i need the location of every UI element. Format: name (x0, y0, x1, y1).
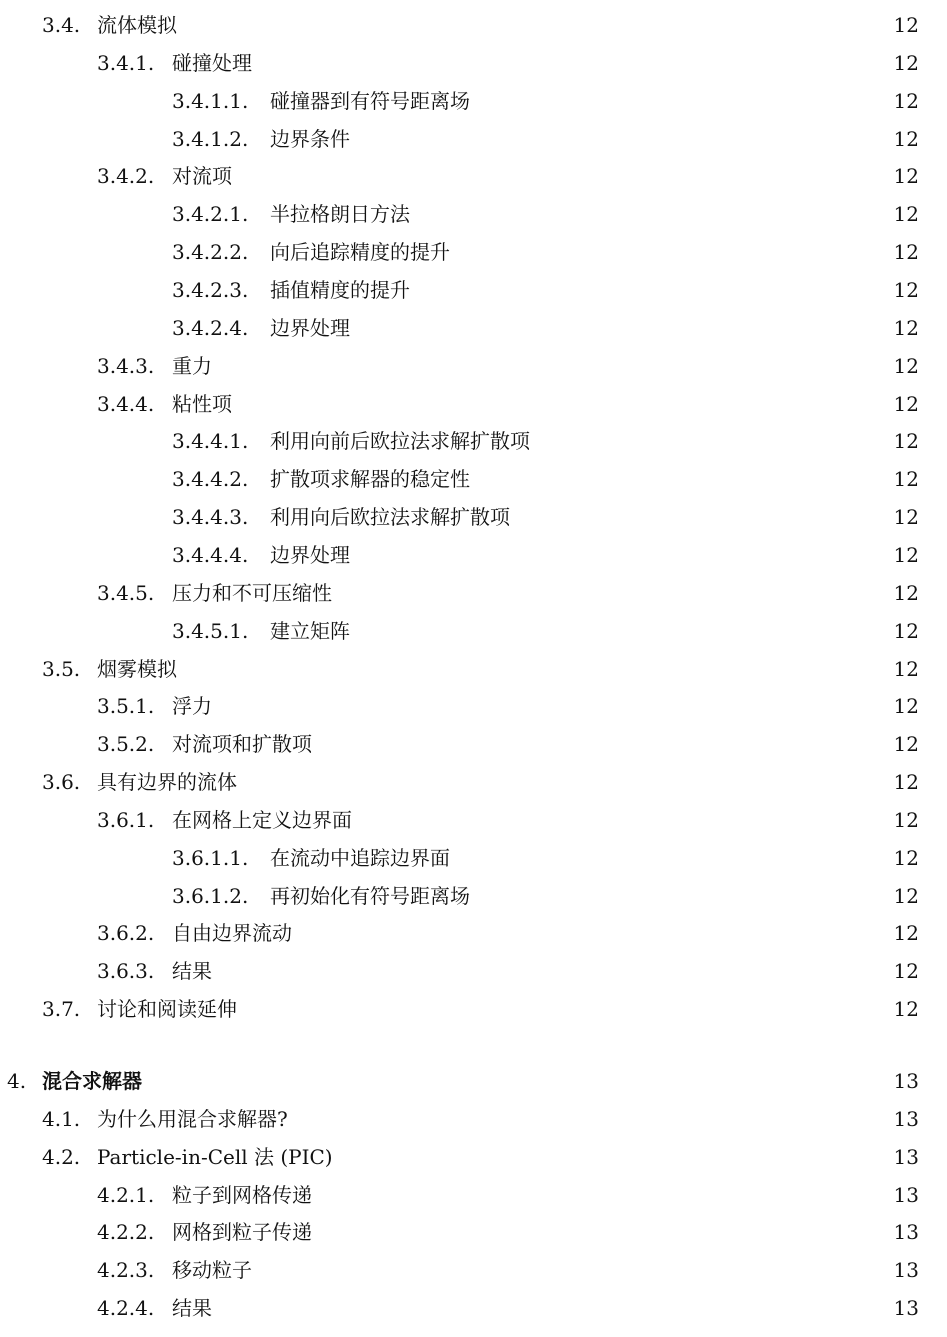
toc-entry-title[interactable]: 流体模拟 (97, 13, 177, 37)
dot-leader (476, 461, 845, 497)
toc-page-number[interactable]: 13 (893, 1258, 919, 1283)
toc-page-number[interactable]: 12 (893, 656, 919, 681)
toc-page-number[interactable]: 12 (893, 732, 919, 757)
toc-entry-title[interactable]: 浮力 (172, 694, 212, 719)
toc-page-number[interactable]: 13 (893, 1220, 919, 1245)
toc-entry-number: 3.4.1.1. (172, 88, 249, 113)
toc-entry-number: 3.4.4. (97, 391, 155, 416)
dot-leader (358, 802, 845, 838)
toc-entry-title[interactable]: 再初始化有符号距离场 (270, 883, 470, 908)
toc-page-number[interactable]: 12 (893, 618, 919, 643)
toc-entry[interactable] (0, 1214, 947, 1250)
dot-leader (318, 1214, 845, 1250)
dot-leader (183, 7, 845, 43)
toc-entry-line (172, 688, 855, 724)
toc-entry-number: 3.4.2.1. (172, 202, 249, 227)
toc-entry[interactable] (0, 1101, 947, 1137)
toc-entry-line (172, 158, 855, 194)
dot-leader (218, 1290, 845, 1326)
toc-entry-number: 3.4.5. (97, 580, 155, 605)
toc-entry-number: 3.6.2. (97, 921, 155, 946)
toc-entry-number: 3.6.1.1. (172, 845, 249, 870)
toc-page-number[interactable]: 13 (893, 1296, 919, 1320)
toc-entry-title[interactable]: 在网格上定义边界面 (172, 807, 352, 832)
dot-leader (183, 651, 845, 687)
toc-entry[interactable] (0, 1252, 947, 1288)
toc-entry-line (270, 537, 855, 573)
toc-entry[interactable] (0, 1177, 947, 1213)
toc-entry-title[interactable]: 压力和不可压缩性 (172, 580, 332, 605)
toc-page-number[interactable]: 12 (893, 959, 919, 984)
toc-entry-title[interactable]: 粒子到网格传递 (172, 1182, 312, 1207)
toc-entry-number: 4.2. (42, 1144, 81, 1169)
toc-entry-title[interactable]: 半拉格朗日方法 (270, 202, 410, 227)
toc-entry[interactable] (0, 83, 947, 119)
toc-entry-line (270, 121, 855, 157)
toc-entry[interactable] (0, 688, 947, 724)
toc-entry[interactable] (0, 499, 947, 535)
toc-page-number[interactable]: 12 (893, 13, 919, 37)
dot-leader (456, 234, 845, 270)
toc-entry[interactable] (0, 953, 947, 989)
dot-leader (416, 272, 845, 308)
toc-entry-title[interactable]: 插值精度的提升 (270, 277, 410, 302)
toc-entry-line (172, 802, 855, 838)
dot-leader (243, 991, 845, 1027)
toc-entry[interactable] (0, 764, 947, 800)
toc-entry-title[interactable]: 边界处理 (270, 542, 350, 567)
toc-entry[interactable] (0, 726, 947, 762)
toc-page-number[interactable]: 12 (893, 126, 919, 151)
toc-entry-number: 3.6.1.2. (172, 883, 249, 908)
toc-entry-line (270, 499, 855, 535)
toc-entry-title[interactable]: 混合求解器 (42, 1069, 142, 1093)
toc-page-number[interactable]: 12 (893, 467, 919, 492)
toc-page-number[interactable]: 12 (893, 770, 919, 794)
dot-leader (536, 423, 845, 459)
dot-leader (218, 953, 845, 989)
toc-page-number[interactable]: 12 (893, 845, 919, 870)
toc-page-number[interactable]: 12 (893, 164, 919, 189)
toc-entry-number: 3.4.2. (97, 164, 155, 189)
toc-entry-number: 3.5.2. (97, 732, 155, 757)
dot-leader (298, 915, 845, 951)
toc-entry[interactable] (0, 234, 947, 270)
toc-entry-number: 3.6.3. (97, 959, 155, 984)
toc-page-number[interactable]: 13 (893, 1144, 919, 1169)
toc-entry-number: 4.2.1. (97, 1182, 155, 1207)
toc-entry[interactable] (0, 196, 947, 232)
toc-page-number[interactable]: 12 (893, 921, 919, 946)
toc-entry-title[interactable]: 利用向前后欧拉法求解扩散项 (270, 429, 530, 454)
toc-entry-line (172, 915, 855, 951)
toc-entry-title[interactable]: 建立矩阵 (270, 618, 350, 643)
toc-entry-title[interactable]: 烟雾模拟 (97, 656, 177, 681)
toc-entry-title[interactable]: 为什么用混合求解器? (97, 1106, 288, 1131)
toc-entry-number: 4. (7, 1069, 27, 1093)
toc-entry-title[interactable]: 对流项 (172, 164, 232, 189)
toc-page-number[interactable]: 12 (893, 505, 919, 530)
toc-entry-line (270, 840, 855, 876)
toc-entry-line (97, 764, 855, 800)
toc-page-number[interactable]: 12 (893, 883, 919, 908)
toc-entry-number: 3.4.2.3. (172, 277, 249, 302)
toc-page-number[interactable]: 12 (893, 277, 919, 302)
toc-entry[interactable] (0, 158, 947, 194)
toc-entry-line (172, 953, 855, 989)
dot-leader (456, 840, 845, 876)
toc-entry-line (270, 613, 855, 649)
toc-entry-line (97, 651, 855, 687)
toc-entry[interactable] (0, 348, 947, 384)
toc-page-number[interactable]: 12 (893, 580, 919, 605)
dot-leader (356, 613, 845, 649)
toc-entry-title[interactable]: Particle-in-Cell 法 (PIC) (97, 1144, 333, 1169)
toc-entry-number: 3.5.1. (97, 694, 155, 719)
toc-entry-title[interactable]: 移动粒子 (172, 1258, 252, 1283)
toc-entry-number: 4.1. (42, 1106, 81, 1131)
dot-leader (243, 764, 845, 800)
dot-leader (318, 1177, 845, 1213)
toc-entry-number: 3.4.4.3. (172, 505, 249, 530)
toc-page-number[interactable]: 12 (893, 88, 919, 113)
toc-page-number[interactable]: 12 (893, 50, 919, 75)
toc-entry-number: 3.4.4.4. (172, 542, 249, 567)
toc-entry-line (97, 7, 855, 43)
dot-leader (339, 1139, 845, 1175)
toc-page-number[interactable]: 12 (893, 391, 919, 416)
toc-entry[interactable] (0, 272, 947, 308)
dot-leader (338, 575, 845, 611)
toc-entry[interactable] (0, 7, 947, 43)
toc-entry-title[interactable]: 利用向后欧拉法求解扩散项 (270, 505, 510, 530)
dot-leader (258, 1252, 845, 1288)
toc-entry-title[interactable]: 重力 (172, 353, 212, 378)
toc-page-number[interactable]: 12 (893, 997, 919, 1022)
toc-entry[interactable] (0, 1290, 947, 1326)
toc-entry[interactable] (0, 121, 947, 157)
toc-entry-line (172, 1290, 855, 1326)
toc-entry[interactable] (0, 537, 947, 573)
toc-chapter-entry[interactable] (0, 1063, 947, 1099)
dot-leader (218, 688, 845, 724)
toc-entry-number: 3.4.2.4. (172, 315, 249, 340)
toc-entry-line (172, 575, 855, 611)
toc-page-number[interactable]: 12 (893, 694, 919, 719)
toc-entry-line (97, 1101, 855, 1137)
toc-entry-number: 3.4.1.2. (172, 126, 249, 151)
toc-entry-number: 3.4.5.1. (172, 618, 249, 643)
toc-entry-line (172, 45, 855, 81)
toc-entry-line (270, 272, 855, 308)
toc-entry-line (270, 878, 855, 914)
toc-page-number[interactable]: 13 (893, 1069, 919, 1093)
toc-page-number[interactable]: 12 (893, 240, 919, 265)
toc-entry-number: 3.6.1. (97, 807, 155, 832)
toc-entry-title[interactable]: 结果 (172, 1296, 212, 1320)
toc-page-number[interactable]: 12 (893, 542, 919, 567)
dot-leader (476, 83, 845, 119)
toc-page-number[interactable]: 12 (893, 807, 919, 832)
toc-entry-number: 3.4.4.2. (172, 467, 249, 492)
dot-leader (356, 121, 845, 157)
toc-entry-number: 3.4.3. (97, 353, 155, 378)
toc-entry-number: 4.2.3. (97, 1258, 155, 1283)
toc-entry[interactable] (0, 423, 947, 459)
toc-entry[interactable] (0, 651, 947, 687)
toc-entry[interactable] (0, 613, 947, 649)
toc-entry[interactable] (0, 386, 947, 422)
dot-leader (294, 1101, 845, 1137)
toc-entry[interactable] (0, 45, 947, 81)
dot-leader (416, 196, 845, 232)
toc-entry-title[interactable]: 碰撞处理 (172, 50, 252, 75)
toc-entry-title[interactable]: 碰撞器到有符号距离场 (270, 88, 470, 113)
dot-leader (356, 537, 845, 573)
toc-page-number[interactable]: 12 (893, 202, 919, 227)
toc-entry[interactable] (0, 991, 947, 1027)
toc-entry-title[interactable]: 讨论和阅读延伸 (97, 997, 237, 1022)
toc-page-number[interactable]: 12 (893, 353, 919, 378)
toc-entry[interactable] (0, 840, 947, 876)
toc-entry-title[interactable]: 结果 (172, 959, 212, 984)
toc-entry-number: 4.2.4. (97, 1296, 155, 1320)
toc-entry-title[interactable]: 网格到粒子传递 (172, 1220, 312, 1245)
toc-entry-number: 4.2.2. (97, 1220, 155, 1245)
toc-entry-line (172, 386, 855, 422)
dot-leader (238, 386, 845, 422)
toc-entry[interactable] (0, 575, 947, 611)
toc-entry[interactable] (0, 1139, 947, 1175)
toc-page-number[interactable]: 12 (893, 315, 919, 340)
dot-leader (356, 310, 845, 346)
toc-page-number[interactable]: 13 (893, 1106, 919, 1131)
toc-entry-number: 3.4. (42, 13, 81, 37)
toc-entry-line (42, 1063, 855, 1099)
dot-leader (318, 726, 845, 762)
toc-entry-line (172, 1177, 855, 1213)
toc-entry-line (172, 1252, 855, 1288)
dot-leader (476, 878, 845, 914)
toc-entry-line (97, 991, 855, 1027)
toc-entry-number: 3.4.4.1. (172, 429, 249, 454)
toc-entry-title[interactable]: 向后追踪精度的提升 (270, 240, 450, 265)
toc-entry-number: 3.5. (42, 656, 81, 681)
toc-entry-line (270, 234, 855, 270)
toc-entry-title[interactable]: 扩散项求解器的稳定性 (270, 467, 470, 492)
dot-leader (238, 158, 845, 194)
toc-entry-line (270, 83, 855, 119)
toc-entry[interactable] (0, 461, 947, 497)
toc-entry-title[interactable]: 边界处理 (270, 315, 350, 340)
toc-entry-line (270, 196, 855, 232)
toc-entry-number: 3.6. (42, 770, 81, 794)
toc-entry-title[interactable]: 对流项和扩散项 (172, 732, 312, 757)
toc-entry-number: 3.4.1. (97, 50, 155, 75)
toc-entry[interactable] (0, 310, 947, 346)
toc-entry[interactable] (0, 915, 947, 951)
dot-leader (218, 348, 845, 384)
dot-leader (258, 45, 845, 81)
toc-entry-title[interactable]: 在流动中追踪边界面 (270, 845, 450, 870)
toc-page-number[interactable]: 13 (893, 1182, 919, 1207)
toc-entry-line (270, 310, 855, 346)
toc-entry-number: 3.4.2.2. (172, 240, 249, 265)
toc-entry-line (97, 1139, 855, 1175)
toc-entry-line (172, 1214, 855, 1250)
toc-entry-line (270, 423, 855, 459)
toc-entry-line (270, 461, 855, 497)
toc-entry[interactable] (0, 878, 947, 914)
dot-leader (516, 499, 845, 535)
toc-entry[interactable] (0, 802, 947, 838)
toc-entry-title[interactable]: 具有边界的流体 (97, 770, 237, 794)
toc-entry-line (172, 726, 855, 762)
toc-entry-title[interactable]: 自由边界流动 (172, 921, 292, 946)
toc-entry-line (172, 348, 855, 384)
toc-page-number[interactable]: 12 (893, 429, 919, 454)
toc-entry-number: 3.7. (42, 997, 81, 1022)
toc-entry-title[interactable]: 粘性项 (172, 391, 232, 416)
toc-entry-title[interactable]: 边界条件 (270, 126, 350, 151)
